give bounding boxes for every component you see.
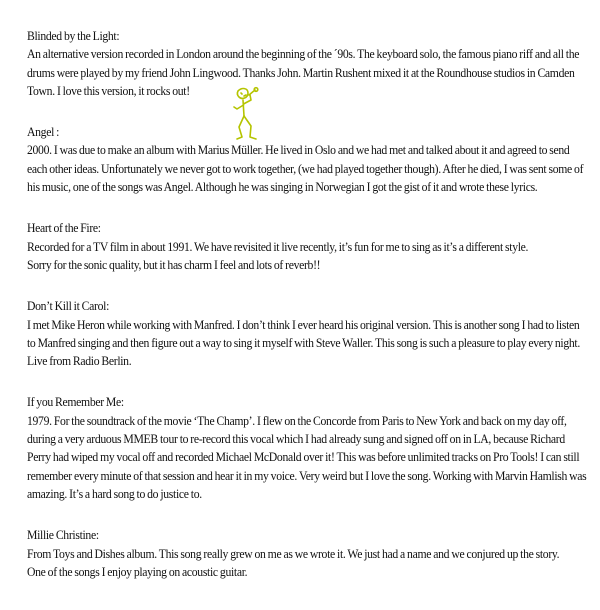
section-dont-kill-it-carol	[27, 297, 589, 370]
section-text: I met Mike Heron while working with Manfred. I don’t think I ever heard his original version. This is another song I had to listen to Manfred singing and then figure out a way to sing it myself with Steve Waller. This song is such a pleasure to play every night. Live from Radio Berlin.	[27, 317, 580, 369]
section-title: Heart of the Fire:	[27, 221, 101, 236]
section-angel	[27, 123, 589, 196]
section-text: Sorry for the sonic quality, but it has charm I feel and lots of reverb!!	[27, 257, 321, 272]
section-text: An alternative version recorded in London around the beginning of the ´90s. The keyboard solo, the famous piano riff and all the drums were played by my friend John Lingwood. Thanks John. Martin Rushent mixed it at the Roundhouse studios in Camden Town. I love this version, it rocks out!	[27, 47, 580, 98]
section-blinded-by-the-light	[27, 27, 589, 100]
section-text: 2000. I was due to make an album with Marius Müller. He lived in Oslo and we had met and talked about it and agreed to send each other ideas. Unfortunately we never got to work together, (we had played together though). After he died, I was sent some of his music, one of the songs was Angel. Although he was singing in Norwegian I got the gist of it and wrote these lyrics.	[27, 143, 584, 195]
section-text: From Toys and Dishes album. This song really grew on me as we wrote it. We just had a name and we conjured up the story.	[27, 546, 560, 561]
section-heart-of-the-fire	[27, 219, 589, 274]
section-title: If you Remember Me:	[27, 395, 124, 410]
singer-stick-figure-icon	[229, 86, 269, 142]
section-title: Don’t Kill it Carol:	[27, 299, 109, 314]
section-text: 1979. For the soundtrack of the movie ‘The Champ’. I flew on the Concorde from Paris to New York and back on my day off, during a very arduous MMEB tour to re-record this vocal which I had already sung and signed off on in LA, because Richard Perry had wiped my vocal off and recorded Michael McDonald over it! This was before unlimited tracks on Pro Tools! I can still remember every minute of that session and hear it in my voice. Very weird but I love the song. Working with Marvin Hamlish was amazing. It’s a hard song to do justice to.	[27, 413, 587, 501]
section-title: Blinded by the Light:	[27, 29, 120, 43]
liner-notes	[27, 27, 589, 581]
section-if-you-remember-me	[27, 393, 589, 503]
section-text: Recorded for a TV film in about 1991. We have revisited it live recently, it’s fun for me to sing as it’s a different style.	[27, 239, 529, 254]
section-millie-christine	[27, 526, 589, 581]
section-text: One of the songs I enjoy playing on acoustic guitar.	[27, 564, 248, 579]
section-title: Angel :	[27, 125, 60, 140]
section-title: Millie Christine:	[27, 528, 99, 543]
